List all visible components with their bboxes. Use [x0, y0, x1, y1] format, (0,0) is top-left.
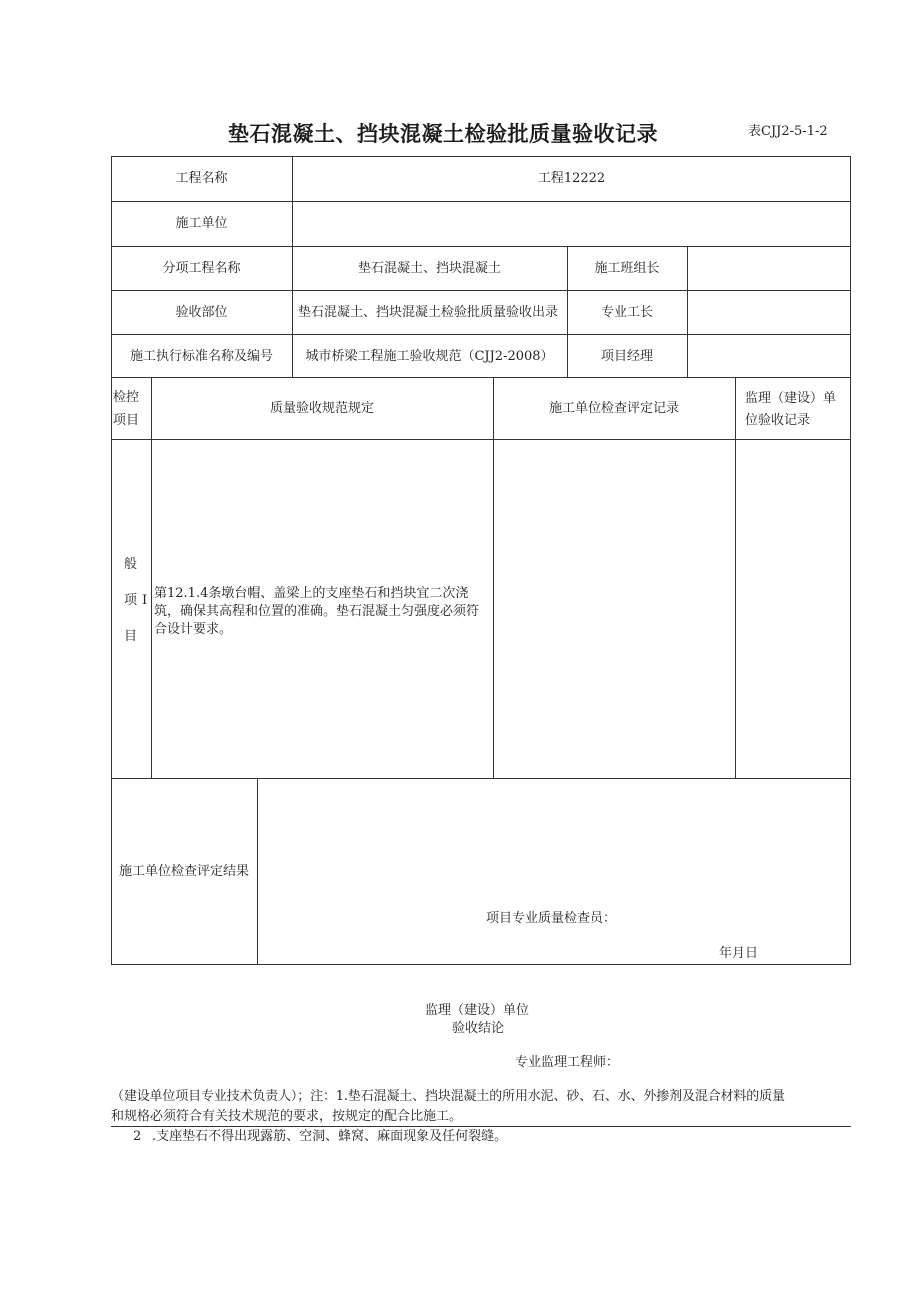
row-spec-text: 第12.1.4条墩台帽、盖梁上的支座垫石和挡块宜二次浇筑，确保其高程和位置的准确。垫石混凝土匀强度必须符合设计要求。: [154, 586, 480, 637]
subitem-value: 垫石混凝土、挡块混凝土: [357, 260, 501, 276]
row-category-char-1: 般: [124, 557, 138, 572]
conclusion-line1: 监理（建设）单位: [425, 1003, 530, 1018]
col-supervisor-line2: 位验收记录: [745, 413, 811, 428]
subitem-label: 分项工程名称: [162, 260, 241, 276]
note-line3: .支座垫石不得出现露筋、空洞、蜂窝、麻面现象及任何裂缝。: [152, 1129, 508, 1144]
team-leader-value: [687, 246, 851, 290]
manager-value: [687, 334, 851, 378]
acceptance-part-label: 验收部位: [175, 304, 228, 320]
col-spec-header: 质量验收规范规定: [269, 401, 374, 416]
inspector-label: 项目专业质量检查员：: [486, 911, 617, 926]
row-category-char-2: 项: [124, 593, 138, 608]
foreman-value: [687, 290, 851, 334]
conclusion-line2: 验收结论: [452, 1021, 505, 1036]
page-title: 垫石混凝土、挡块混凝土检验批质量验收记录: [228, 122, 658, 146]
form-code: 表CJJ2-5-1-2: [748, 124, 828, 139]
note-line3-number: 2: [133, 1129, 142, 1144]
col-check-item-line1: 检控: [113, 390, 140, 405]
date-label: 年月日: [719, 946, 759, 961]
construction-unit-label: 施工单位: [175, 216, 228, 231]
manager-label: 项目经理: [600, 348, 653, 364]
project-name-label: 工程名称: [175, 171, 228, 186]
col-check-item-line2: 项目: [113, 413, 140, 428]
col-contractor-header: 施工单位检查评定记录: [548, 401, 679, 416]
construction-unit-value: [292, 201, 851, 246]
result-label: 施工单位检查评定结果: [118, 864, 249, 879]
note-line1: （建设单位项目专业技术负责人）；注：1.垫石混凝土、挡块混凝土的所用水泥、砂、石、水、外掺剂及混合材料的质量: [111, 1089, 785, 1104]
standard-value: 城市桥梁工程施工验收规范（CJJ2-2008）: [305, 348, 554, 364]
row-index: I: [142, 593, 148, 608]
standard-label: 施工执行标准名称及编号: [129, 348, 273, 364]
acceptance-part-value: 垫石混凝土、挡块混凝土检验批质量验收出录: [298, 304, 559, 320]
engineer-label: 专业监理工程师：: [515, 1055, 620, 1070]
row-category-char-3: 目: [124, 629, 138, 644]
note-line2: 和规格必须符合有关技术规范的要求，按规定的配合比施工。: [111, 1109, 463, 1124]
foreman-label: 专业工长: [600, 304, 653, 320]
project-name-value: 工程12222: [537, 171, 606, 186]
team-leader-label: 施工班组长: [594, 260, 660, 276]
col-supervisor-line1: 监理（建设）单: [745, 391, 837, 406]
